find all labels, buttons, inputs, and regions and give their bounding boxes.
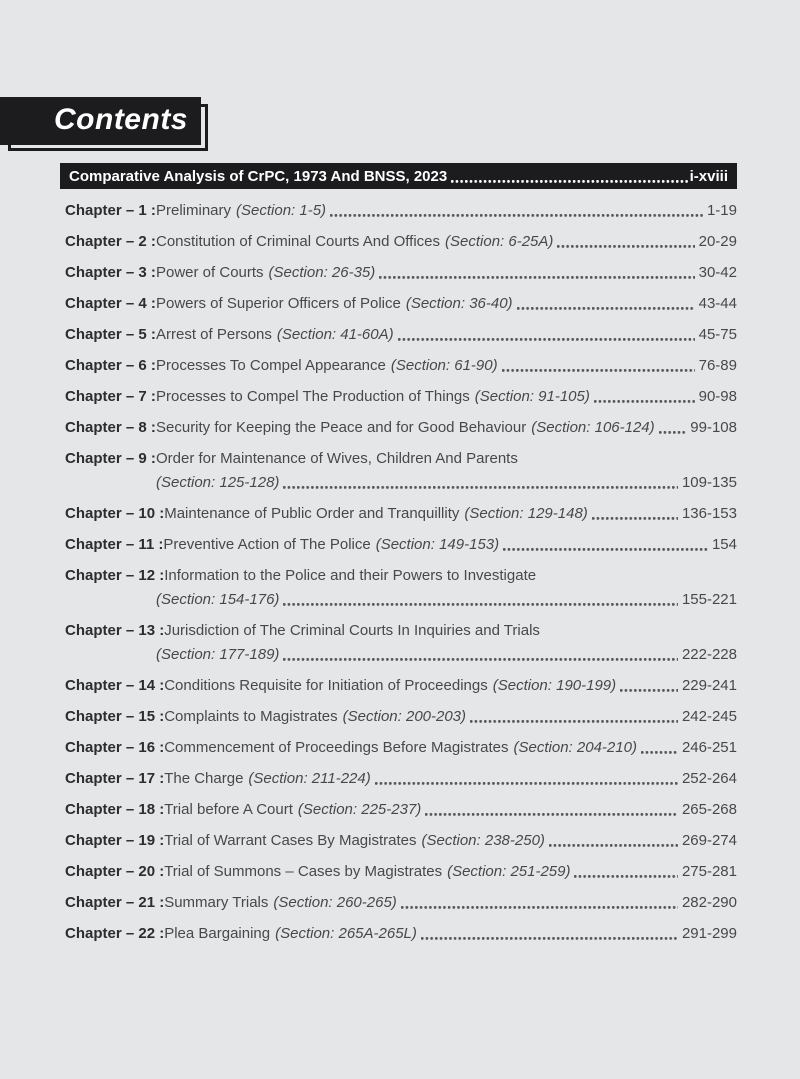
chapter-label: Chapter – 20 :	[65, 863, 165, 880]
chapter-pages: 229-241	[681, 677, 737, 694]
chapter-list	[60, 201, 737, 944]
chapter-section: (Section: 106-124)	[531, 419, 655, 436]
chapter-section: (Section: 204-210)	[513, 739, 637, 756]
chapter-pages: 43-44	[698, 295, 737, 312]
dots-leader	[421, 937, 678, 940]
chapter-title: Trial of Summons – Cases by Magistrates	[164, 863, 443, 880]
dots-leader	[470, 720, 678, 723]
dots-leader	[549, 844, 678, 847]
toc-row	[65, 325, 737, 345]
dots-leader	[503, 548, 708, 551]
toc-row-section-line	[65, 645, 737, 665]
contents-title: Contents	[54, 103, 188, 136]
comparative-analysis-bar	[60, 163, 737, 189]
dots-leader	[502, 369, 695, 372]
toc-row	[65, 232, 737, 252]
chapter-title: Preventive Action of The Police	[163, 536, 371, 553]
chapter-label: Chapter – 14 :	[65, 677, 165, 694]
contents-title-box	[0, 97, 201, 145]
dots-leader	[517, 307, 695, 310]
toc-row	[65, 387, 737, 407]
chapter-pages: 282-290	[681, 894, 737, 911]
chapter-section: (Section: 91-105)	[474, 388, 590, 405]
chapter-pages: 252-264	[681, 770, 737, 787]
chapter-section: (Section: 41-60A)	[276, 326, 394, 343]
chapter-pages: 30-42	[698, 264, 737, 281]
chapter-title: Complaints to Magistrates	[164, 708, 338, 725]
chapter-pages: 136-153	[681, 505, 737, 522]
toc-row-title-line	[65, 621, 737, 641]
chapter-section: (Section: 36-40)	[405, 295, 513, 312]
dots-leader	[557, 245, 694, 248]
toc-row	[65, 924, 737, 944]
chapter-section: (Section: 211-224)	[248, 770, 371, 787]
chapter-label: Chapter – 16 :	[65, 739, 165, 756]
chapter-label: Chapter – 22 :	[65, 925, 165, 942]
toc-row	[65, 201, 737, 221]
toc-row	[65, 356, 737, 376]
chapter-section: (Section: 149-153)	[375, 536, 500, 553]
chapter-pages: 242-245	[681, 708, 737, 725]
dots-leader	[659, 431, 687, 434]
chapter-pages: 265-268	[681, 801, 737, 818]
chapter-title: Preliminary	[156, 202, 232, 219]
toc-row-title-line	[65, 449, 737, 469]
chapter-label: Chapter – 11 :	[65, 536, 164, 553]
toc-row	[65, 294, 737, 314]
chapter-title: Plea Bargaining	[164, 925, 271, 942]
chapter-label: Chapter – 19 :	[65, 832, 165, 849]
toc-row	[65, 676, 737, 696]
dots-leader	[398, 338, 695, 341]
chapter-pages: 20-29	[698, 233, 737, 250]
chapter-section: (Section: 177-189)	[156, 646, 280, 663]
dots-leader	[592, 517, 678, 520]
chapter-title: Information to the Police and their Powers to Investigate	[164, 567, 537, 584]
toc-row	[65, 707, 737, 727]
chapter-title: Commencement of Proceedings Before Magistrates	[164, 739, 509, 756]
chapter-pages: 1-19	[706, 202, 737, 219]
toc-row	[65, 621, 737, 665]
chapter-section: (Section: 260-265)	[273, 894, 397, 911]
toc-row	[65, 862, 737, 882]
chapter-pages: 45-75	[698, 326, 737, 343]
chapter-title: Powers of Superior Officers of Police	[156, 295, 401, 312]
chapter-section: (Section: 190-199)	[492, 677, 617, 694]
chapter-label: Chapter – 18 :	[65, 801, 165, 818]
chapter-label: Chapter – 4 :	[65, 295, 156, 312]
chapter-section: (Section: 129-148)	[464, 505, 588, 522]
dots-leader	[620, 689, 678, 692]
toc-row	[65, 738, 737, 758]
chapter-label: Chapter – 7 :	[65, 388, 156, 405]
toc-row	[65, 504, 737, 524]
chapter-title: Order for Maintenance of Wives, Children And Parents	[156, 450, 518, 467]
chapter-title: Processes to Compel The Production of Things	[156, 388, 470, 405]
chapter-section: (Section: 26-35)	[268, 264, 376, 281]
chapter-label: Chapter – 3 :	[65, 264, 156, 281]
dots-leader	[401, 906, 678, 909]
comparative-analysis-label: Comparative Analysis of CrPC, 1973 And BNSS, 2023	[69, 167, 448, 185]
chapter-label: Chapter – 8 :	[65, 419, 156, 436]
chapter-section: (Section: 251-259)	[447, 863, 571, 880]
chapter-section: (Section: 238-250)	[421, 832, 545, 849]
chapter-pages: 155-221	[681, 591, 737, 608]
chapter-label: Chapter – 10 :	[65, 505, 165, 522]
toc-row-section-line	[65, 590, 737, 610]
chapter-pages: 90-98	[698, 388, 737, 405]
dots-leader	[283, 486, 678, 489]
dots-leader	[330, 214, 703, 217]
chapter-label: Chapter – 12 :	[65, 567, 165, 584]
dots-leader	[451, 180, 687, 183]
chapter-label: Chapter – 21 :	[65, 894, 165, 911]
toc-row	[65, 893, 737, 913]
toc-row-section-line	[65, 473, 737, 493]
chapter-section: (Section: 1-5)	[236, 202, 327, 219]
chapter-title: The Charge	[164, 770, 244, 787]
chapter-label: Chapter – 1 :	[65, 202, 156, 219]
chapter-pages: 154	[711, 536, 737, 553]
chapter-label: Chapter – 5 :	[65, 326, 156, 343]
chapter-pages: 246-251	[681, 739, 737, 756]
dots-leader	[283, 658, 678, 661]
toc-row	[65, 535, 737, 555]
chapter-title: Power of Courts	[156, 264, 264, 281]
chapter-pages: 76-89	[698, 357, 737, 374]
chapter-section: (Section: 265A-265L)	[275, 925, 417, 942]
dots-leader	[641, 751, 678, 754]
toc-row	[65, 263, 737, 283]
comparative-analysis-pages: i-xviii	[689, 167, 728, 185]
chapter-pages: 222-228	[681, 646, 737, 663]
dots-leader	[425, 813, 678, 816]
chapter-section: (Section: 61-90)	[390, 357, 498, 374]
chapter-section: (Section: 125-128)	[156, 474, 280, 491]
chapter-title: Trial of Warrant Cases By Magistrates	[164, 832, 417, 849]
dots-leader	[375, 782, 678, 785]
dots-leader	[594, 400, 695, 403]
chapter-label: Chapter – 13 :	[65, 622, 165, 639]
toc-row-title-line	[65, 566, 737, 586]
chapter-title: Security for Keeping the Peace and for Good Behaviour	[156, 419, 527, 436]
chapter-label: Chapter – 17 :	[65, 770, 165, 787]
chapter-title: Constitution of Criminal Courts And Offices	[156, 233, 441, 250]
chapter-title: Trial before A Court	[164, 801, 293, 818]
chapter-section: (Section: 225-237)	[297, 801, 422, 818]
chapter-title: Arrest of Persons	[156, 326, 272, 343]
chapter-label: Chapter – 9 :	[65, 450, 156, 467]
chapter-section: (Section: 6-25A)	[445, 233, 554, 250]
chapter-pages: 269-274	[681, 832, 737, 849]
chapter-title: Jurisdiction of The Criminal Courts In Inquiries and Trials	[164, 622, 540, 639]
chapter-title: Summary Trials	[164, 894, 269, 911]
toc-row	[65, 418, 737, 438]
toc-row	[65, 831, 737, 851]
dots-leader	[379, 276, 694, 279]
chapter-title: Processes To Compel Appearance	[156, 357, 386, 374]
chapter-pages: 109-135	[681, 474, 737, 491]
toc-row	[65, 449, 737, 493]
chapter-label: Chapter – 15 :	[65, 708, 165, 725]
dots-leader	[574, 875, 677, 878]
toc-row	[65, 566, 737, 610]
chapter-section: (Section: 154-176)	[156, 591, 280, 608]
chapter-pages: 291-299	[681, 925, 737, 942]
chapter-title: Conditions Requisite for Initiation of Proceedings	[164, 677, 488, 694]
dots-leader	[283, 603, 678, 606]
chapter-label: Chapter – 6 :	[65, 357, 156, 374]
chapter-pages: 99-108	[690, 419, 737, 436]
toc-row	[65, 769, 737, 789]
chapter-title: Maintenance of Public Order and Tranquillity	[164, 505, 460, 522]
table-of-contents	[60, 163, 737, 955]
chapter-section: (Section: 200-203)	[342, 708, 467, 725]
toc-row	[65, 800, 737, 820]
chapter-label: Chapter – 2 :	[65, 233, 156, 250]
chapter-pages: 275-281	[681, 863, 737, 880]
